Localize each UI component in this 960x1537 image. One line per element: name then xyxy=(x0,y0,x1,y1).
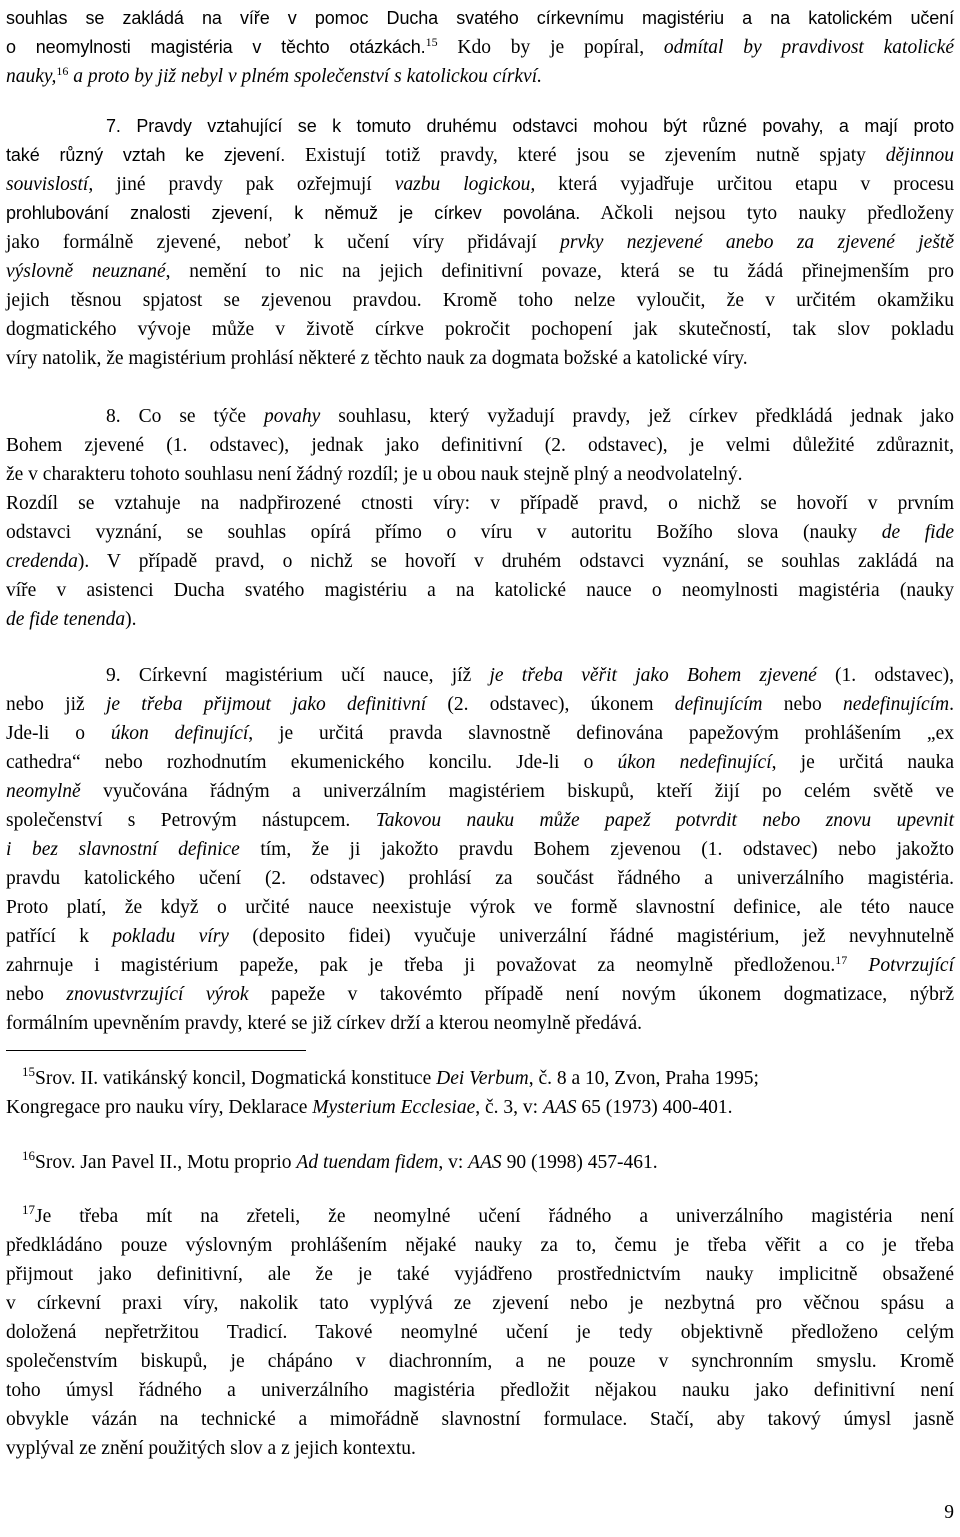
text-line xyxy=(6,748,954,777)
text-run: dějinnou xyxy=(885,145,954,166)
text-run: Dei Verbum xyxy=(436,1068,529,1089)
paragraph-8 xyxy=(6,402,954,634)
text-run: nauky, xyxy=(6,66,57,87)
text-run: odstavci vyznání, se souhlas opírá přímo o víru v autoritu Božího slova (nauky xyxy=(6,522,882,543)
text-line: v církevní praxi víry, nakolik tato vyplývá ze zjevení nebo je nezbytná pro věčnou spásu a xyxy=(6,1293,954,1314)
text-run: společenství s Petrovým nástupcem. xyxy=(6,810,376,831)
text-run: papeže v takovémto případě není novým úkonem dogmatizace, nýbrž xyxy=(248,984,954,1005)
footnote-17 xyxy=(6,1202,954,1463)
text-line: vyplýval ze znění použitých slov a z jejich kontextu. xyxy=(6,1438,416,1459)
text-line: společenstvím biskupů, je chápáno v diachronním, a ne pouze v synchronním smyslu. Kromě xyxy=(6,1351,954,1372)
text-run: nedefinujícím xyxy=(842,694,950,715)
text-run: 65 (1973) 400-401. xyxy=(576,1097,733,1118)
text-run: úkon definující xyxy=(110,723,249,744)
text-line xyxy=(6,170,954,199)
text-run: Kdo by je popíral, xyxy=(437,37,664,58)
text-run: prohlubování znalosti zjevení, k němuž je církev povolána. xyxy=(6,203,581,223)
text-run xyxy=(847,955,868,976)
text-run: Kongregace pro nauku víry, Deklarace xyxy=(6,1097,313,1118)
footnote-mark: 15 xyxy=(22,1064,35,1079)
text-run: , č. 8 a 10, Zvon, Praha 1995; xyxy=(528,1068,759,1089)
text-line xyxy=(6,547,954,576)
text-line xyxy=(6,402,954,431)
text-run: Mysterium Ecclesiae xyxy=(312,1097,476,1118)
footnote-ref-15[interactable]: 15 xyxy=(425,35,438,49)
text-run: ). xyxy=(125,609,137,630)
text-run: (1. odstavec), xyxy=(816,665,954,686)
text-run: neomylně xyxy=(6,781,81,802)
text-run: také různý vztah ke zjevení. xyxy=(6,145,286,165)
text-line xyxy=(6,690,954,719)
text-run: pokladu víry xyxy=(112,926,229,947)
text-run: Ačkoli nejsou tyto nauky předloženy xyxy=(580,203,954,224)
text-run: Takovou nauku může papež potvrdit nebo znovu upevnit xyxy=(375,810,954,831)
text-run: , č. 3, v: xyxy=(475,1097,543,1118)
text-line xyxy=(6,605,954,634)
text-line xyxy=(6,835,954,864)
text-run: i bez slavnostní definice xyxy=(6,839,240,860)
text-run: de fide xyxy=(881,522,954,543)
text-run: Co se týče xyxy=(138,406,264,427)
text-run: a proto by již nebyl v plném společenství s katolickou církví. xyxy=(68,66,543,87)
text-line xyxy=(6,286,954,315)
text-line xyxy=(6,1202,954,1231)
text-run: Je třeba mít na zřeteli, že neomylné učení řádného a univerzálního magistéria není xyxy=(35,1206,954,1227)
text-run: úkon nedefinující xyxy=(617,752,772,773)
text-line: toho úmysl řádného a univerzálního magistéria předložit nějakou nauku jako definitivní není xyxy=(6,1380,954,1401)
text-run: vazbu logickou, xyxy=(394,174,536,195)
footnote-15 xyxy=(6,1064,954,1122)
text-run: souhlasu, který vyžadují pravdy, jež církev předkládá jednak jako xyxy=(320,406,954,427)
text-line: přijmout jako definitivní, ale že je také vyjádřeno prostřednictvím nauky implicitně obsažené xyxy=(6,1264,954,1285)
text-run: Srov. II. vatikánský koncil, Dogmatická konstituce xyxy=(35,1068,437,1089)
text-run: nebo xyxy=(762,694,843,715)
text-run: Srov. Jan Pavel II., Motu proprio xyxy=(35,1152,297,1173)
text-line xyxy=(6,141,954,170)
text-line xyxy=(6,33,954,62)
text-line: souhlas se zakládá na víře v pomoc Ducha svatého církevnímu magistériu a na katolickém učení xyxy=(6,8,954,28)
text-run: Jde-li o xyxy=(6,723,111,744)
text-line: doložená nepřetržitou Tradicí. Takové neomylné učení je tedy objektivně předloženo celým xyxy=(6,1322,954,1343)
text-run: , je určitá nauka xyxy=(771,752,954,773)
text-run: 90 (1998) 457-461. xyxy=(501,1152,658,1173)
text-line: Proto platí, že když o určité nauce neexistuje výrok ve formě slavnostní definice, ale této nauce xyxy=(6,897,954,918)
text-run: odmítal by pravdivost katolické xyxy=(663,37,955,58)
paragraph-continuation xyxy=(6,4,954,91)
text-run: prvky nezjevené anebo za zjevené ještě xyxy=(560,232,954,253)
text-run: výslovně neuznané xyxy=(6,261,166,282)
text-run: je třeba věřit jako Bohem zjevené xyxy=(489,665,817,686)
footnote-ref-16[interactable]: 16 xyxy=(56,64,69,78)
text-line: 7. Pravdy vztahující se k tomuto druhému odstavci mohou být různé povahy, a mají proto xyxy=(106,116,954,136)
text-run: Existují totiž pravdy, které jsou se zjevením nutně spjaty xyxy=(285,145,886,166)
text-run: jako formálně zjevené, neboť k učení víry přidávají xyxy=(6,232,561,253)
text-run: credenda xyxy=(6,551,78,572)
text-run: znovustvrzující výrok xyxy=(66,984,249,1005)
text-run: jejich těsnou spjatost se zjevenou pravdou. xyxy=(6,290,422,311)
text-run: odstavec), jednak jako definitivní (2. xyxy=(209,435,589,456)
text-run: (2. odstavec), úkonem xyxy=(426,694,675,715)
text-run: , nemění to nic na jejich definitivní povaze, která se tu žádá přinejmenším pro xyxy=(165,261,954,282)
text-run: patřící k xyxy=(6,926,113,947)
text-run: cathedra“ nebo rozhodnutím ekumenického koncilu. Jde-li o xyxy=(6,752,618,773)
text-line: víře v asistenci Ducha svatého magistériu a na katolické nauce o neomylnosti magistéria (nauky xyxy=(6,580,954,601)
text-line: dogmatického vývoje může v životě církve pokročit pochopení jak skutečností, tak slov pokladu xyxy=(6,319,954,340)
text-line xyxy=(6,228,954,257)
text-run: , v: xyxy=(438,1152,469,1173)
text-run: de fide tenenda xyxy=(6,609,126,630)
text-line xyxy=(6,1064,954,1093)
page-number: 9 xyxy=(944,1502,954,1523)
text-line: že v charakteru tohoto souhlasu není žádný rozdíl; je u obou nauk stejně plný a neodvolatelný. xyxy=(6,464,743,485)
text-run: odstavec), je velmi důležité zdůraznit, xyxy=(588,435,954,456)
text-line xyxy=(6,199,954,228)
text-run: která vyjadřuje určitou etapu v procesu xyxy=(535,174,954,195)
text-run: nebo xyxy=(6,984,67,1005)
text-line xyxy=(6,951,954,980)
text-line xyxy=(6,719,954,748)
text-line: Rozdíl se vztahuje na nadpřirozené ctnosti víry: v případě pravd, o nichž se hovoří v prvním xyxy=(6,493,954,514)
text-run: definujícím xyxy=(674,694,763,715)
text-line xyxy=(6,62,954,91)
paragraph-9 xyxy=(6,661,954,1038)
footnote-mark: 17 xyxy=(22,1202,35,1217)
text-run: AAS xyxy=(468,1152,502,1173)
text-run: Potvrzující xyxy=(868,955,954,976)
text-line: pravdu katolického učení (2. odstavec) prohlásí za součást řádného a univerzálního magistéria. xyxy=(6,868,954,889)
text-run: . xyxy=(949,694,954,715)
text-run: Ad tuendam fidem xyxy=(296,1152,439,1173)
text-run: ). V případě pravd, o nichž se hovoří v druhém odstavci vyznání, se souhlas zakládá na xyxy=(77,551,954,572)
text-run: 9. Církevní magistérium učí nauce, jíž xyxy=(106,665,490,686)
text-run: povahy xyxy=(263,406,321,427)
text-run: Kromě toho nelze vyloučit, že v určitém okamžiku xyxy=(421,290,954,311)
text-run: o neomylnosti magistéria v těchto otázkách. xyxy=(6,37,426,57)
footnote-separator xyxy=(6,1050,306,1051)
text-line: víry natolik, že magistérium prohlásí některé z těchto nauk za dogmata božské a katolické víry. xyxy=(6,348,748,369)
text-line: předkládáno pouze výslovným prohlášením nějaké nauky za to, čemu je třeba věřit a co je třeba xyxy=(6,1235,954,1256)
text-run: tím, že ji jakožto pravdu Bohem zjevenou (1. odstavec) nebo jakožto xyxy=(239,839,954,860)
text-run: (deposito fidei) vyučuje univerzální řádné magistérium, jež nevyhnutelně xyxy=(228,926,954,947)
footnote-mark: 16 xyxy=(22,1148,35,1163)
text-run: jiné pravdy pak ozřejmují xyxy=(93,174,395,195)
text-run: Bohem zjevené (1. xyxy=(6,435,210,456)
text-line xyxy=(6,1148,954,1177)
text-run: zahrnuje i magistérium papeže, pak je třeba ji považovat za neomylně předloženou. xyxy=(6,955,836,976)
text-line xyxy=(6,777,954,806)
text-line xyxy=(6,518,954,547)
text-run: je třeba přijmout jako definitivní xyxy=(105,694,427,715)
text-line xyxy=(6,806,954,835)
text-line xyxy=(6,661,954,690)
text-line xyxy=(6,1093,954,1122)
footnote-ref-17[interactable]: 17 xyxy=(835,953,848,967)
text-line: obvykle vázán na technické a mimořádně slavnostní formulace. Stačí, aby takový úmysl jasně xyxy=(6,1409,954,1430)
text-line: formálním upevněním pravdy, které se již církev drží a kterou neomylně předává. xyxy=(6,1013,643,1034)
text-run: 8. xyxy=(106,406,139,427)
text-run: nebo již xyxy=(6,694,106,715)
footnote-16 xyxy=(6,1148,954,1177)
text-line xyxy=(6,922,954,951)
paragraph-7 xyxy=(6,112,954,373)
text-run: , je určitá pravda slavnostně definována papežovým prohlášením „ex xyxy=(248,723,954,744)
text-run: AAS xyxy=(542,1097,577,1118)
text-line xyxy=(6,257,954,286)
text-line xyxy=(6,980,954,1009)
text-run: vyučována řádným a univerzálním magistériem biskupů, kteří žijí po celém světě ve xyxy=(80,781,954,802)
text-run: souvislostí, xyxy=(6,174,94,195)
text-line xyxy=(6,431,954,460)
